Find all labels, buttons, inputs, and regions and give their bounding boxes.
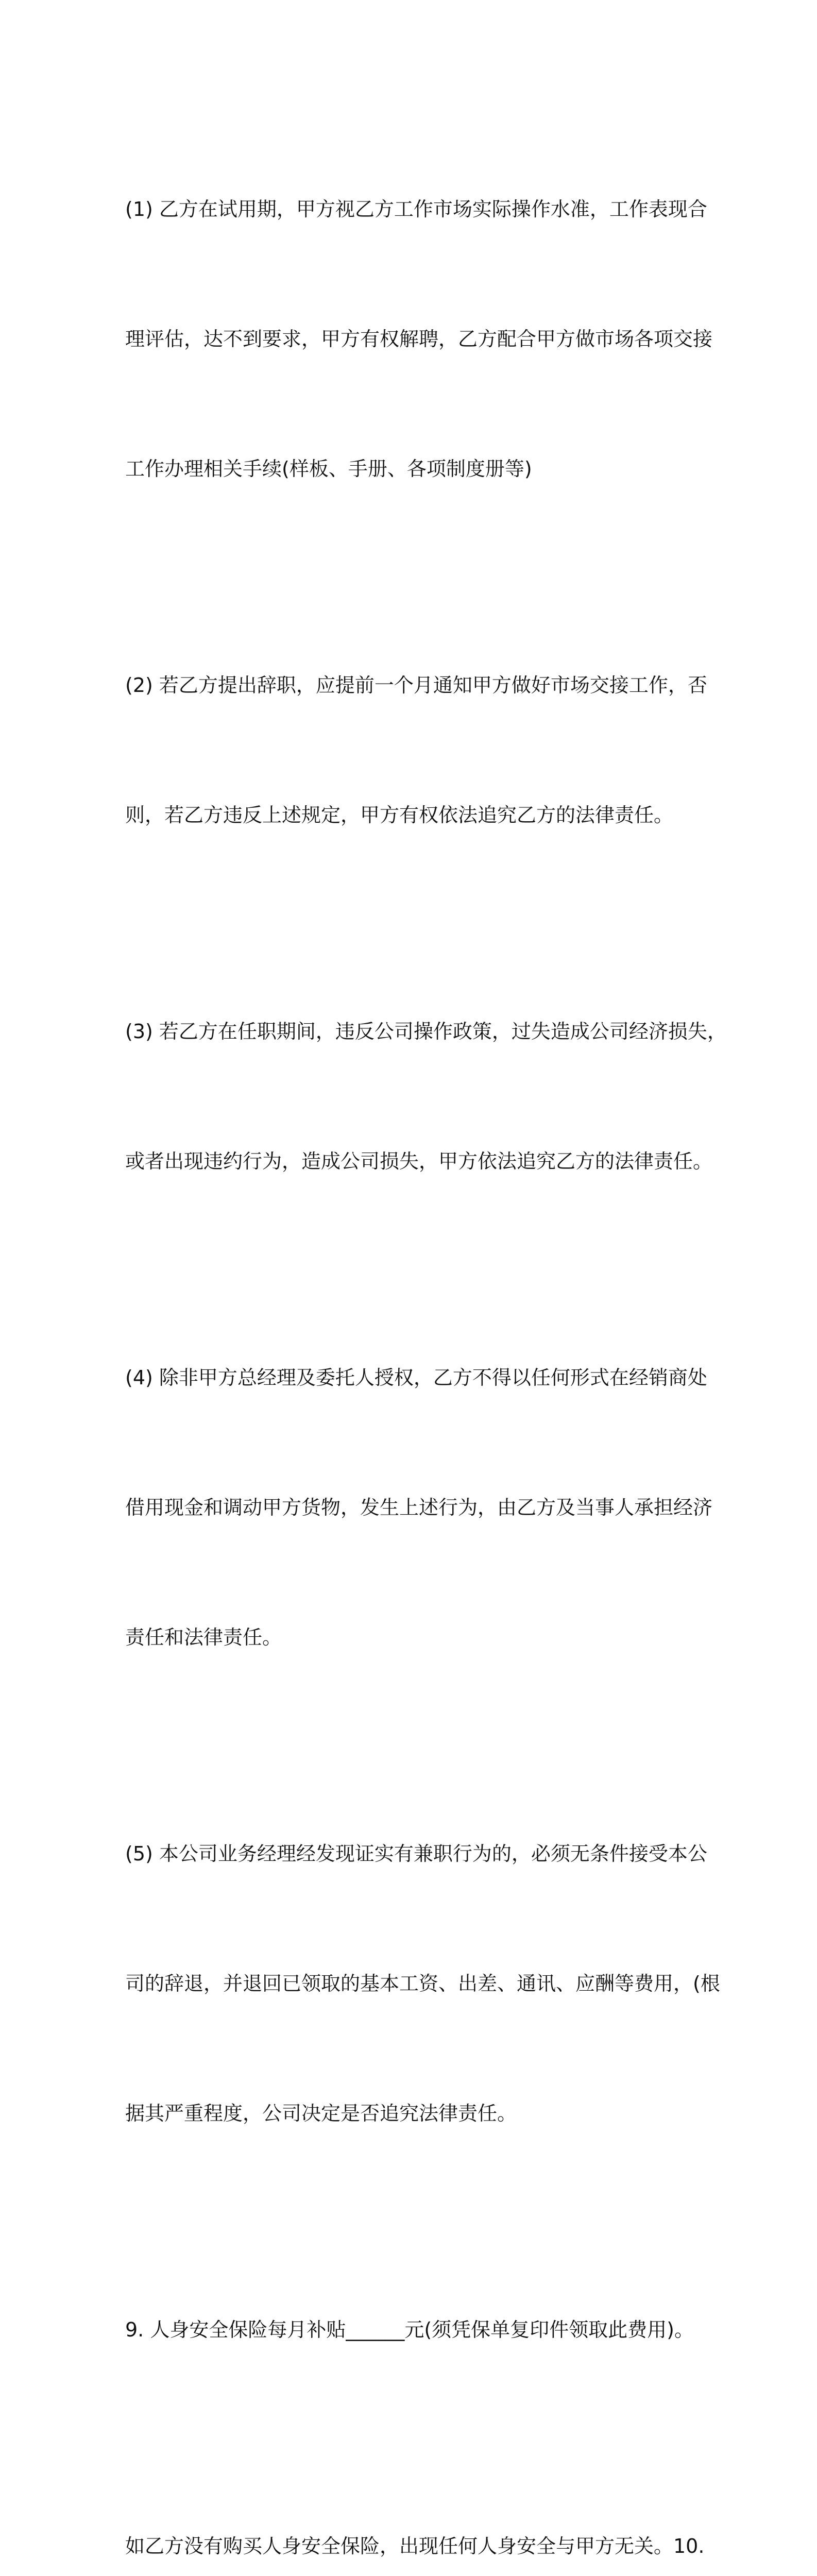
text-line: 或者出现违约行为，造成公司损失，甲方依法追究乙方的法律责任。 (125, 1150, 713, 1173)
text-line: 则，若乙方违反上述规定，甲方有权依法追究乙方的法律责任。 (125, 804, 674, 826)
clause-4 (125, 1269, 713, 1745)
text-line: 借用现金和调动甲方货物，发生上述行为，由乙方及当事人承担经济 (125, 1496, 713, 1519)
clause-9 (125, 2222, 702, 2438)
clause-1 (125, 101, 713, 577)
clause-2 (125, 577, 707, 923)
text-line: (3) 若乙方在任职期间，违反公司操作政策，过失造成公司经济损失， (125, 1020, 727, 1043)
text-line: 理评估，达不到要求，甲方有权解聘，乙方配合甲方做市场各项交接 (125, 328, 713, 350)
text-line: 司的辞退，并退回已领取的基本工资、出差、通讯、应酬等费用，(根 (125, 1972, 720, 1995)
text-line: (5) 本公司业务经理经发现证实有兼职行为的，必须无条件接受本公 (125, 1842, 707, 1865)
clause-3 (125, 923, 727, 1269)
text-line: 如乙方没有购买人身安全保险，出现任何人身安全与甲方无关。10. (125, 2535, 705, 2557)
text-line: (2) 若乙方提出辞职，应提前一个月通知甲方做好市场交接工作，否 (125, 674, 707, 697)
document-body (125, 101, 727, 2576)
clause-insurance-note (125, 2438, 705, 2576)
text-line: (4) 除非甲方总经理及委托人授权，乙方不得以任何形式在经销商处 (125, 1366, 707, 1389)
text-line: 9. 人身安全保险每月补贴______元(须凭保单复印件领取此费用)。 (125, 2318, 694, 2341)
text-line: 责任和法律责任。 (125, 1626, 282, 1649)
text-line: 工作办理相关手续(样板、手册、各项制度册等) (125, 457, 532, 480)
clause-5 (125, 1745, 720, 2222)
text-line: (1) 乙方在试用期，甲方视乙方工作市场实际操作水准，工作表现合 (125, 198, 707, 221)
text-line: 据其严重程度，公司决定是否追究法律责任。 (125, 2102, 517, 2125)
